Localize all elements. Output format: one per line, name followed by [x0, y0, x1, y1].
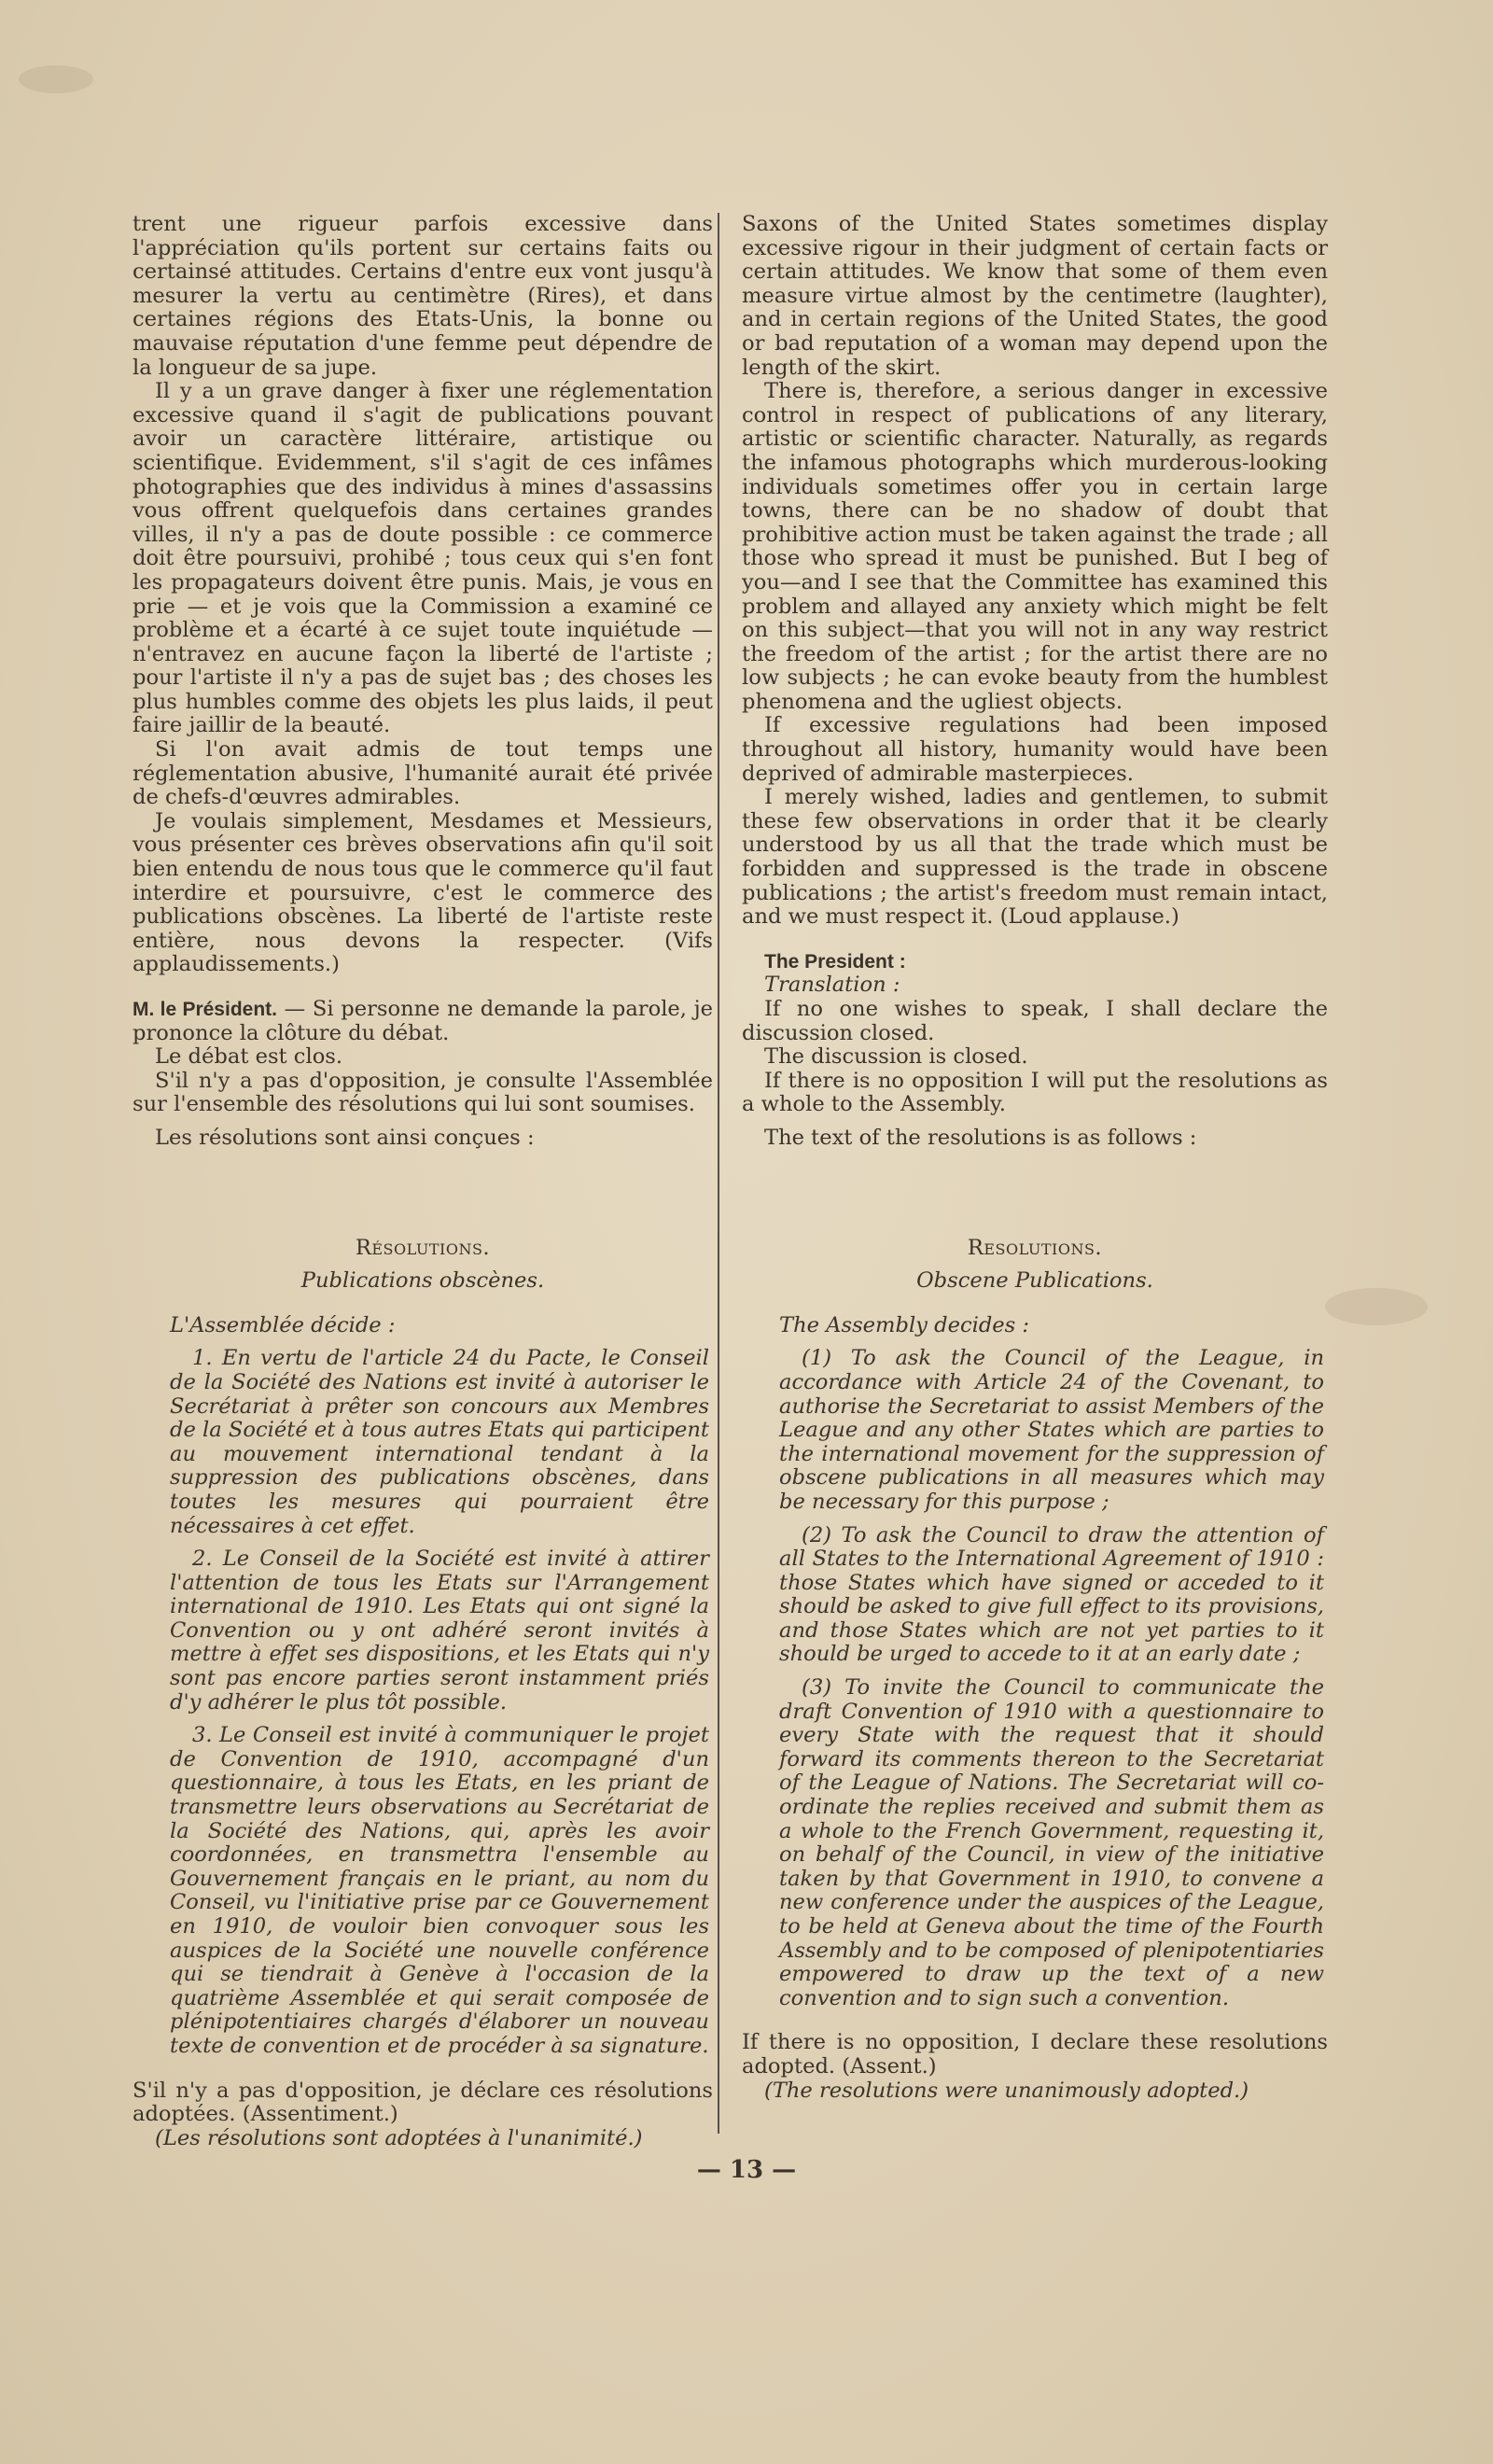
resolution-item: (3) To invite the Council to communicate the draft Convention of 1910 with a questionnaire to every State with the request that it should forward its comments thereon to the Secretariat of the League of Nations. The Secretariat will co-ordinate the replies received and submit them as a whole to the French Government, requesting it, on behalf of the Council, in view of the initiative taken by that Government in 1910, to convene a new conference under the auspices of the League, to be held at Geneva about the time of the Fourth Assembly and to be composed of plenipotentiaries empowered to draw up the text of a new convention and to sign such a convention.: [779, 1675, 1324, 2010]
adopted-note: (Les résolutions sont adoptées à l'unanimité.): [155, 2125, 643, 2150]
resolution-item: 1. En vertu de l'article 24 du Pacte, le Conseil de la Société des Nations est invité à autoriser le Secrétariat à prêter son concours aux Membres de la Société et à tous autres Etats qui participent au mouvement international tendant à la suppression des publications obscènes, dans toutes les mesures qui pourraient être nécessaires à cet effet.: [170, 1346, 709, 1538]
paragraph: Les résolutions sont ainsi conçues :: [155, 1125, 535, 1150]
paragraph: Si l'on avait admis de tout temps une réglementation abusive, l'humanité aurait été privée de chefs-d'œuvres admirables.: [133, 737, 713, 810]
paragraph: trent une rigueur parfois excessive dans l'appréciation qu'ils portent sur certains faits ou certainsé attitudes. Certains d'entre eux vont jusqu'à mesurer la vertu au centimètre (Rires), et dans certaines régions des Etats-Unis, la bonne ou mauvaise réputation d'une femme peut dépendre de la longueur de sa jupe.: [133, 212, 713, 380]
paragraph: If excessive regulations had been imposed throughout all history, humanity would have been deprived of admirable masterpieces.: [742, 713, 1328, 786]
resolutions-subheading: Publications obscènes.: [300, 1268, 545, 1294]
adopt-paragraph: S'il n'y a pas d'opposition, je déclare ces résolutions adoptées. (Assentiment.): [133, 2078, 713, 2127]
speaker-name: M. le Président.: [133, 999, 277, 1020]
english-column: [742, 213, 1328, 2103]
resolution-item: (2) To ask the Council to draw the attention of all States to the International Agreement of 1910 : those States which have signed or acceded to it should be asked to give full effect to its provisions, and those States which are not yet parties to it should be urged to accede to it at an early date ;: [779, 1522, 1324, 1667]
paragraph: There is, therefore, a serious danger in excessive control in respect of publications of any literary, artistic or scientific character. Naturally, as regards the infamous photographs which murderous-looking individuals sometimes offer you in certain large towns, there can be no shadow of doubt that prohibitive action must be taken against the trade ; all those who spread it must be punished. But I beg of you—and I see that the Committee has examined this problem and allayed any anxiety which might be felt on this subject—that you will not in any way restrict the freedom of the artist ; for the artist there are no low subjects ; he can evoke beauty from the humblest phenomena and the ugliest objects.: [742, 379, 1328, 714]
resolution-item: 2. Le Conseil de la Société est invité à attirer l'attention de tous les Etats sur l'Arrangement international de 1910. Les Etats qui ont signé la Convention ou y ont adhéré seront invités à mettre à effet ses dispositions, et les Etats qui n'y sont pas encore parties seront instamment priés d'y adhérer le plus tôt possible.: [170, 1547, 709, 1715]
resolutions-heading: Resolutions.: [967, 1235, 1103, 1260]
speaker-name: The President :: [764, 950, 906, 973]
paragraph: Saxons of the United States sometimes display excessive rigour in their judgment of certain facts or certain attitudes. We know that some of them even measure virtue almost by the centimetre (laughter), and in certain regions of the United States, the good or bad reputation of a woman may depend upon the length of the skirt.: [742, 212, 1328, 380]
resolution-item: (1) To ask the Council of the League, in accordance with Article 24 of the Covenant, to authorise the Secretariat to assist Members of the League and any other States which are parties to the international movement for the suppression of obscene publications in all measures which may be necessary for this purpose ;: [779, 1346, 1324, 1514]
decides-line: The Assembly decides :: [779, 1312, 1030, 1337]
adopt-paragraph: If there is no opposition, I declare these resolutions adopted. (Assent.): [742, 2030, 1328, 2079]
resolution-item: 3. Le Conseil est invité à communiquer le projet de Convention de 1910, accompagné d'un questionnaire, à tous les Etats, en les priant de transmettre leurs observations au Secrétariat de la Société des Nations, qui, après les avoir coordonnées, en transmettra l'ensemble au Gouvernement français en le priant, au nom du Conseil, vu l'initiative prise par ce Gouvernement en 1910, de vouloir bien convoquer sous les auspices de la Société une nouvelle conférence qui se tiendrait à Genève à l'occasion de la quatrième Assemblée et qui serait composée de plénipotentiaires chargés d'élaborer un nouveau texte de convention et de procéder à sa signature.: [170, 1723, 709, 2058]
column-divider: [718, 213, 719, 2134]
paragraph: Il y a un grave danger à fixer une réglementation excessive quand il s'agit de publications pouvant avoir un caractère littéraire, artistique ou scientifique. Evidemment, s'il s'agit de ces infâmes photographies que des individus à mines d'assassins vous offrent quelquefois dans certaines grandes villes, il n'y a pas de doute possible : ce commerce doit être poursuivi, prohibé ; tous ceux qui s'en font les propagateurs doivent être punis. Mais, je vous en prie — et je vois que la Commission a examiné ce problème et a écarté à ce sujet toute inquiétude — n'entravez en aucune façon la liberté de l'artiste ; pour l'artiste il n'y a pas de sujet bas ; des choses les plus humbles comme des objets les plus laids, il peut faire jaillir de la beauté.: [133, 379, 713, 738]
paragraph: The text of the resolutions is as follows :: [764, 1125, 1197, 1150]
resolutions-list: [742, 1314, 1328, 2011]
paragraph: I merely wished, ladies and gentlemen, to submit these few observations in order that it be clearly understood by us all that the trade which must be forbidden and suppressed is the trade in obscene publications ; the artist's freedom must remain intact, and we must respect it. (Loud applause.): [742, 785, 1328, 930]
decides-line: L'Assemblée décide :: [170, 1312, 396, 1337]
president-paragraph: [133, 998, 713, 1045]
resolutions-heading: Résolutions.: [355, 1235, 491, 1260]
translation-label: Translation :: [764, 973, 900, 998]
paper-stain: [1325, 1288, 1428, 1325]
paragraph: If no one wishes to speak, I shall declare the discussion closed.: [742, 997, 1328, 1045]
paragraph: Je voulais simplement, Mesdames et Messieurs, vous présenter ces brèves observations afin qu'il soit bien entendu de nous tous que le commerce qu'il faut interdire et poursuivre, c'est le commerce des publications obscènes. La liberté de l'artiste reste entière, nous devons la respecter. (Vifs applaudissements.): [133, 808, 713, 977]
paragraph: If there is no opposition I will put the resolutions as a whole to the Assembly.: [742, 1068, 1328, 1117]
french-column: [133, 213, 713, 2150]
adopted-note: (The resolutions were unanimously adopted.): [764, 2078, 1249, 2103]
paragraph: Le débat est clos.: [155, 1044, 343, 1070]
resolutions-list: [133, 1314, 713, 2059]
paragraph: S'il n'y a pas d'opposition, je consulte l'Assemblée sur l'ensemble des résolutions qui lui sont soumises.: [133, 1068, 713, 1117]
resolutions-subheading: Obscene Publications.: [916, 1268, 1153, 1294]
speech-text: — Si personne ne demande la parole, je prononce la clôture du débat.: [133, 997, 714, 1045]
paper-stain: [19, 65, 93, 93]
page-number: — 13 —: [696, 2156, 797, 2184]
paragraph: The discussion is closed.: [764, 1044, 1028, 1070]
